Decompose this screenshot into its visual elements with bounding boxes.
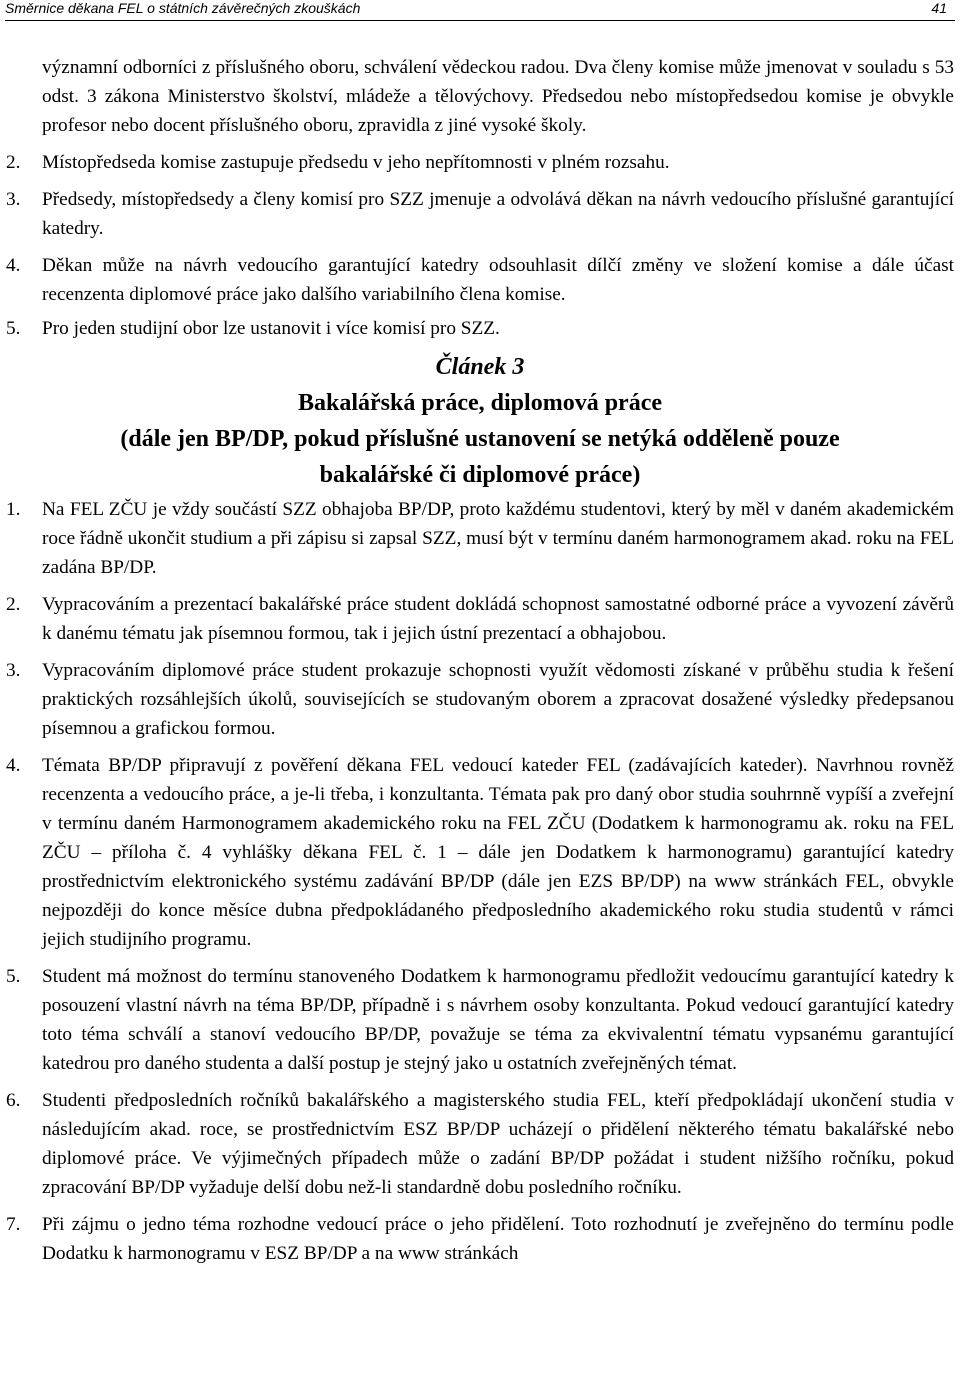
item-text: Děkan může na návrh vedoucího garantující katedry odsouhlasit dílčí změny ve složení komise a dále účast recenzenta diplomové práce jako dalšího variabilního člena komise. (42, 255, 954, 305)
item-text: Studenti předposledních ročníků bakalářského a magisterského studia FEL, kteří předpokládají ukončení studia v následujícím akad. roce, se prostřednictvím ESZ BP/DP ucházejí o přidělení některého tématu bakalářské nebo diplomové práce. Ve výjimečných případech může o zadání BP/DP požádat i student nižšího ročníku, pokud zpracování BP/DP vyžaduje delší dobu než-li standardně dobu posledního ročníku. (42, 1090, 954, 1198)
page-number: 41 (931, 0, 947, 16)
item-text: Témata BP/DP připravují z pověření děkana FEL vedoucí kateder FEL (zadávajících kateder). Navrhnou rovněž recenzenta a vedoucího práce, a je-li třeba, i konzultanta. Témata pak pro daný obor studia souhrnně vypíší a zveřejní v termínu daném Harmonogramem akademického roku na FEL ZČU (Dodatkem k harmonogramu ak. roku na FEL ZČU – příloha č. 4 vyhlášky děkana FEL č. 1 – dále jen Dodatkem k harmonogramu) garantující katedry prostřednictvím elektronického systému zadávání BP/DP (dále jen EZS BP/DP) na www stránkách FEL, obvykle nejpozději do konce měsíce dubna předpokládaného předposledního akademického roku studia studentů v rámci jejich studijního programu. (42, 755, 954, 950)
list-item (6, 495, 954, 582)
list-item (6, 185, 954, 243)
paragraph-continuation: významní odborníci z příslušného oboru, schválení vědeckou radou. Dva členy komise může jmenovat v souladu s 53 odst. 3 zákona Ministerstvo školství, mládeže a tělovýchovy. Předsedou nebo místopředsedou komise je obvykle profesor nebo docent příslušného oboru, zpravidla z jiné vysoké školy. (42, 57, 954, 136)
item-number: 3. (6, 189, 21, 210)
item-text: Předsedy, místopředsedy a členy komisí pro SZZ jmenuje a odvolává děkan na návrh vedoucího příslušné garantující katedry. (42, 189, 954, 239)
item-number: 5. (6, 966, 21, 987)
item-number: 5. (6, 318, 21, 339)
item-number: 6. (6, 1090, 21, 1111)
list-item (6, 314, 954, 343)
item-text: Na FEL ZČU je vždy součástí SZZ obhajoba BP/DP, proto každému studentovi, který by měl v daném akademickém roce řádně ukončit studium a při zápisu si zapsal SZZ, musí být v termínu daném harmonogramem akad. roku na FEL zadána BP/DP. (42, 499, 954, 578)
item-number: 7. (6, 1214, 21, 1235)
item-number: 4. (6, 255, 21, 276)
item-number: 2. (6, 152, 21, 173)
item-number: 1. (6, 499, 21, 520)
item-text: Místopředseda komise zastupuje předsedu v jeho nepřítomnosti v plném rozsahu. (42, 152, 670, 173)
list-item (6, 656, 954, 743)
item-text: Při zájmu o jedno téma rozhodne vedoucí práce o jeho přidělení. Toto rozhodnutí je zveřejněno do termínu podle Dodatku k harmonogramu v ESZ BP/DP a na www stránkách (42, 1214, 954, 1264)
item-number: 2. (6, 594, 21, 615)
list-item (6, 962, 954, 1078)
article-heading (6, 351, 954, 491)
document-title: Směrnice děkana FEL o státních závěrečných zkouškách (5, 0, 361, 16)
document-body (6, 53, 954, 1268)
item-text: Vypracováním a prezentací bakalářské práce student dokládá schopnost samostatné odborné práce a vyvození závěrů k danému tématu jak písemnou formou, tak i jejich ústní prezentací a obhajobou. (42, 594, 954, 644)
article-number: Článek 3 (435, 354, 525, 380)
list-item (6, 590, 954, 648)
list-item (6, 1210, 954, 1268)
list-item (6, 751, 954, 954)
article-subtitle: (dále jen BP/DP, pokud příslušné ustanovení se netýká odděleně pouze (120, 426, 840, 452)
list-item (6, 148, 954, 177)
item-text: Student má možnost do termínu stanoveného Dodatkem k harmonogramu předložit vedoucímu garantující katedry k posouzení vlastní návrh na téma BP/DP, případně i s návrhem osoby konzultanta. Pokud vedoucí garantující katedry toto téma schválí a stanoví vedoucího BP/DP, považuje se téma za ekvivalentní tématu vypsanému garantující katedrou pro daného studenta a další postup je stejný jako u ostatních zveřejněných témat. (42, 966, 954, 1074)
article-subtitle-cont: bakalářské či diplomové práce) (319, 462, 641, 488)
item-number: 4. (6, 755, 21, 776)
page-header (5, 0, 955, 21)
item-text: Vypracováním diplomové práce student prokazuje schopnosti využít vědomosti získané v průběhu studia k řešení praktických rozsáhlejších úkolů, souvisejících se studovaným oborem a zpracovat dosažené výsledky předepsanou písemnou a grafickou formou. (42, 660, 954, 739)
list-item (6, 251, 954, 309)
list-item (6, 1086, 954, 1202)
item-number: 3. (6, 660, 21, 681)
item-text: Pro jeden studijní obor lze ustanovit i více komisí pro SZZ. (42, 318, 500, 339)
article-title: Bakalářská práce, diplomová práce (298, 390, 662, 416)
